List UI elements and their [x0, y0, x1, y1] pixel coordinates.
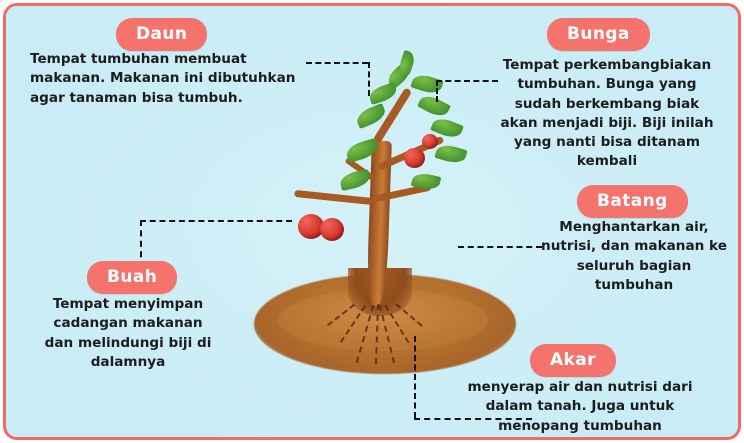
label-akar: Akar — [530, 344, 616, 377]
description-bunga: Tempat perkembangbiakan tumbuhan. Bunga yang sudah berkembang biak akan menjadi biji. Biji inilah yang nanti bisa ditanam kembali — [500, 57, 714, 170]
leaf-icon — [417, 92, 451, 120]
leaf-icon — [410, 72, 443, 96]
label-buah: Buah — [87, 261, 177, 294]
diagram-frame — [3, 3, 741, 440]
fruit-icon — [320, 218, 344, 241]
leaf-icon — [339, 169, 372, 191]
label-bunga: Bunga — [547, 18, 650, 51]
connector-buah — [140, 220, 292, 222]
description-batang: Menghantarkan air, nutrisi, dan makanan ke seluruh bagian tumbuhan — [541, 219, 727, 293]
branch-icon — [294, 190, 372, 205]
leaf-icon — [367, 82, 398, 105]
connector-batang — [458, 246, 542, 248]
description-daun: Tempat tumbuhan membuat makanan. Makanan ini dibutuhkan agar tanaman bisa tumbuh. — [30, 51, 296, 106]
fruit-icon — [422, 134, 438, 149]
connector-bunga — [436, 80, 498, 82]
description-buah: Tempat menyimpan cadangan makanan dan melindungi biji di dalamnya — [44, 296, 212, 370]
connector-daun — [306, 62, 368, 64]
connector-bunga-vertical — [436, 80, 438, 102]
label-batang: Batang — [577, 185, 688, 218]
leaf-icon — [434, 142, 467, 166]
connector-daun-vertical — [368, 62, 370, 96]
fruit-icon — [404, 148, 425, 168]
label-daun: Daun — [116, 18, 207, 51]
connector-akar-vertical — [414, 336, 416, 418]
description-akar: menyerap air dan nutrisi dari dalam tanah. Juga untuk menopang tumbuhan — [467, 379, 693, 434]
